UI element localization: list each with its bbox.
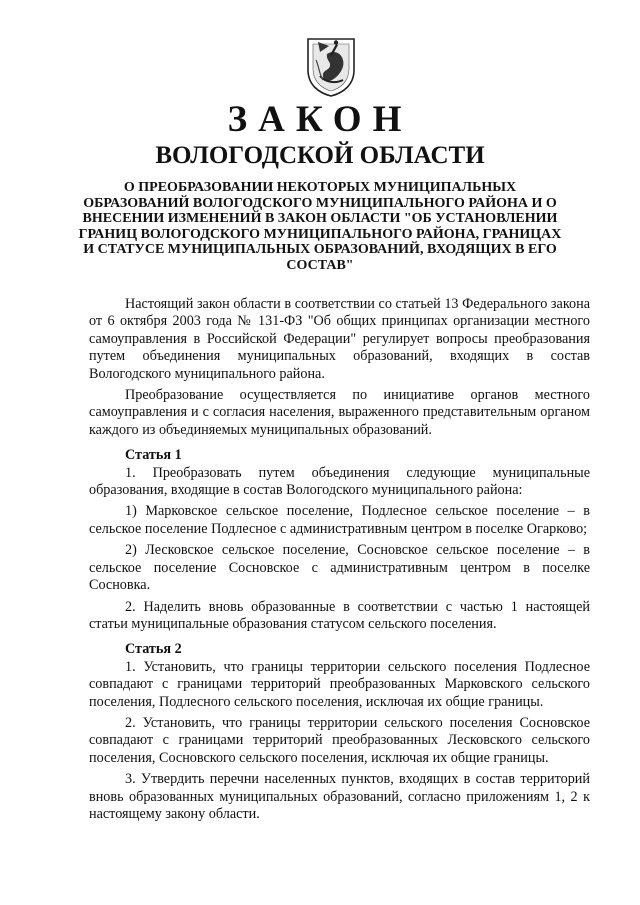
law-body [89,296,590,827]
region-title: ВОЛОГОДСКОЙ ОБЛАСТИ [155,142,485,169]
article-2-paragraph: 1. Установить, что границы территории сельского поселения Подлесное совпадают с границами территорий преобразованных Марковского сельского поселения, Подлесного сельского поселения, исключая их общие границы. [89,658,590,710]
article-1-paragraph: 1) Марковское сельское поселение, Подлесное сельское поселение – в сельское поселение Подлесное с административным центром в поселке Огарково; [89,503,590,537]
article-1-paragraph: 2) Лесковское сельское поселение, Сосновское сельское поселение – в сельское поселение Сосновское с административным центром в поселке Сосновка. [89,542,590,594]
article-1-heading: Статья 1 [125,447,182,464]
article-2-paragraph: 2. Установить, что границы территории сельского поселения Сосновское совпадают с границами территорий преобразованных Лесковского сельского поселения, Сосновского сельского поселения, исключая их общие границы. [89,714,590,766]
coat-of-arms-icon [305,36,357,98]
article-1-paragraph: 1. Преобразовать путем объединения следующие муниципальные образования, входящие в состав Вологодского муниципального района: [89,464,590,499]
article-2-paragraph: 3. Утвердить перечни населенных пунктов, входящих в состав территорий вновь образованных муниципальных образований, согласно приложениям 1, 2 к настоящему закону области. [89,771,590,822]
law-subject: О ПРЕОБРАЗОВАНИИ НЕКОТОРЫХ МУНИЦИПАЛЬНЫХ ОБРАЗОВАНИЙ ВОЛОГОДСКОГО МУНИЦИПАЛЬНОГО РАЙОНА И О ВНЕСЕНИИ ИЗМЕНЕНИЙ В ЗАКОН ОБЛАСТИ "ОБ УСТАНОВЛЕНИИ ГРАНИЦ ВОЛОГОДСКОГО МУНИЦИПАЛЬНОГО РАЙОНА, ГРАНИЦАХ И СТАТУСЕ МУНИЦИПАЛЬНЫХ ОБРАЗОВАНИЙ, ВХОДЯЩИХ В ЕГО СОСТАВ" [78,180,562,273]
preamble-paragraph: Преобразование осуществляется по инициативе органов местного самоуправления и с согласия населения, выраженного представительным органом каждого из объединяемых муниципальных образований. [89,387,590,438]
preamble-paragraph: Настоящий закон области в соответствии со статьей 13 Федерального закона от 6 октября 2003 года № 131-ФЗ "Об общих принципах организации местного самоуправления в Российской Федерации" регулирует вопросы преобразования путем объединения муниципальных образований, входящих в состав Вологодского муниципального района. [89,296,590,382]
law-title: ЗАКОН [227,99,413,140]
article-2-heading: Статья 2 [125,641,182,658]
article-1-paragraph: 2. Наделить вновь образованные в соответствии с частью 1 настоящей статьи муниципальные образования статусом сельского поселения. [89,598,590,632]
